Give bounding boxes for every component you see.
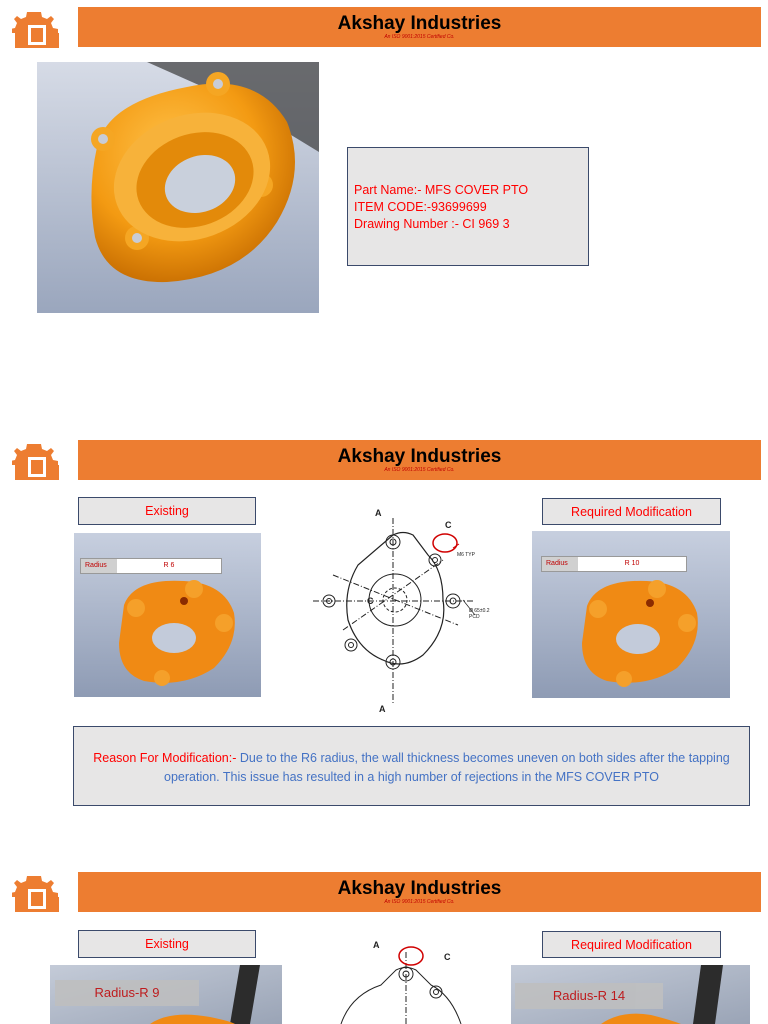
company-tagline: An ISO 9001:2015 Certified Co.: [384, 34, 455, 40]
reason-label: Reason For Modification:-: [93, 751, 237, 765]
slide2-header: [78, 440, 761, 480]
company-tagline: An ISO 9001:2015 Certified Co.: [384, 467, 455, 473]
part-3d-render: [37, 62, 319, 313]
drawing-thread-note: M6 TYP: [457, 552, 475, 558]
company-name: Akshay Industries: [337, 878, 502, 899]
item-code: ITEM CODE:-93699699: [354, 200, 487, 214]
existing-radius-bar: [80, 558, 222, 574]
required-radius-bar: [541, 556, 687, 572]
slide3-header: [78, 872, 761, 912]
technical-drawing: [303, 500, 503, 718]
company-tagline: An ISO 9001:2015 Certified Co.: [384, 899, 455, 905]
drawing-section-a-bottom: A: [379, 704, 386, 714]
company-logo-icon: [12, 440, 62, 484]
existing-label: Existing: [78, 930, 256, 958]
required-radius-bar-label: Radius: [542, 557, 578, 571]
part-info-box: [347, 147, 589, 266]
required-radius-value: R 10: [624, 560, 640, 567]
drawing-detail-c-center: C: [367, 596, 374, 606]
existing-radius-value: R 6: [163, 562, 175, 569]
reason-text: Due to the R6 radius, the wall thickness becomes uneven on both sides after the tapping operation. This issue has resulted in a high number of rejections in the MFS COVER PTO: [164, 751, 730, 784]
required-radius-r14: Radius-R 14: [515, 983, 663, 1009]
required-modification-label: Required Modification: [542, 498, 721, 525]
drawing-detail-c: C: [444, 952, 451, 962]
company-logo-icon: [12, 8, 62, 52]
drawing-pcd-note: Ø 65±0.2 PCD: [469, 608, 490, 620]
existing-radius-r9: Radius-R 9: [55, 980, 199, 1006]
company-name: Akshay Industries: [337, 446, 502, 467]
company-logo-icon: [12, 872, 62, 916]
drawing-section-a-top: A: [375, 508, 382, 518]
slide1-header: [78, 7, 761, 47]
existing-label: Existing: [78, 497, 256, 525]
drawing-section-a-top: A: [373, 940, 380, 950]
company-name: Akshay Industries: [337, 13, 502, 34]
drawing-detail-c: C: [445, 520, 452, 530]
existing-radius-bar-label: Radius: [81, 559, 117, 573]
drawing-number: Drawing Number :- CI 969 3: [354, 217, 510, 231]
part-name: Part Name:- MFS COVER PTO: [354, 183, 529, 197]
technical-drawing-2: [336, 940, 476, 1024]
reason-for-modification-box: [73, 726, 750, 806]
required-modification-label: Required Modification: [542, 931, 721, 958]
